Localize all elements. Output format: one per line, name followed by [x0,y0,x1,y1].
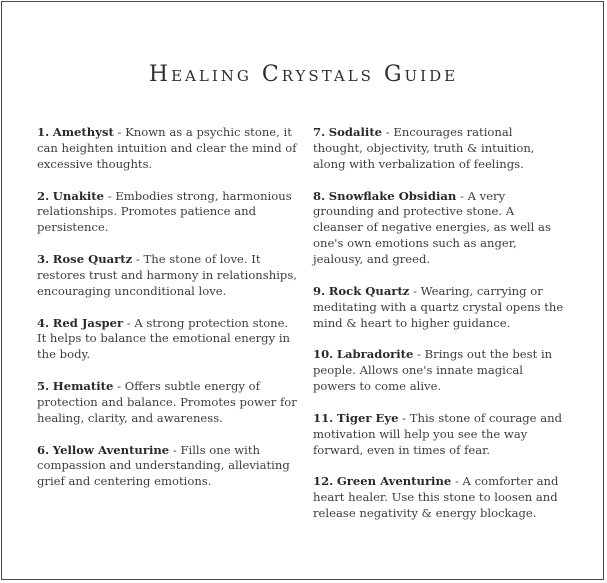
entry-number: 3. [37,252,50,267]
crystal-name: Unakite [52,188,105,203]
crystal-entry [313,411,565,459]
crystal-entry [313,189,565,269]
left-column [37,125,297,506]
entry-number: 4. [37,315,50,330]
crystal-entry [313,474,565,522]
entry-number: 5. [37,379,50,394]
entry-number: 8. [313,188,326,203]
crystal-name: Red Jasper [52,315,124,330]
entry-number: 9. [313,283,326,298]
crystal-description: - A very grounding and protective stone. A cleanser of negative energies, as well as one's own emotions such as anger, jealousy, and greed. [313,188,551,267]
crystal-description: - Known as a psychic stone, it can heighten intuition and clear the mind of excessive thoughts. [37,125,297,171]
crystal-name: Yellow Aventurine [52,442,170,457]
crystal-name: Rock Quartz [328,283,410,298]
crystal-description: - Fills one with compassion and understanding, alleviating grief and centering emotions. [37,442,290,489]
crystal-entry [37,189,297,237]
crystal-entry [37,443,297,491]
crystal-name: Tiger Eye [336,410,399,425]
crystal-description: - Offers subtle energy of protection and balance. Promotes power for healing, clarity, and awareness. [37,379,297,425]
entry-number: 1. [37,125,50,139]
crystal-entry [313,284,565,332]
crystal-name: Rose Quartz [52,252,133,267]
crystal-entry [37,252,297,300]
crystal-entry [37,379,297,427]
entry-number: 11. [313,410,334,425]
crystal-description: - A strong protection stone. It helps to balance the emotional energy in the body. [37,315,290,362]
crystal-description: - Embodies strong, harmonious relationships. Promotes patience and persistence. [37,188,292,235]
crystal-name: Amethyst [52,125,114,139]
crystal-description: - Encourages rational thought, objectivity, truth & intuition, along with verbalization of feelings. [313,125,535,171]
crystal-description: - This stone of courage and motivation will help you see the way forward, even in times of fear. [313,410,563,457]
crystal-description: - Wearing, carrying or meditating with a quartz crystal opens the mind & heart to higher guidance. [313,283,564,330]
page-title: Healing Crystals Guide [148,62,459,87]
entry-number: 7. [313,125,326,139]
crystal-description: - The stone of love. It restores trust and harmony in relationships, encouraging unconditional love. [37,252,297,298]
crystal-entry [37,316,297,364]
entry-number: 6. [37,442,50,457]
right-column [313,125,565,538]
crystal-name: Snowflake Obsidian [328,188,457,203]
crystal-entry [313,125,565,173]
entry-number: 12. [313,474,334,489]
crystal-name: Hematite [52,379,114,394]
crystal-entry [313,347,565,395]
crystal-description: - A comforter and heart healer. Use this stone to loosen and release negativity & energy blockage. [313,474,559,521]
entry-number: 10. [313,347,334,362]
crystal-description: - Brings out the best in people. Allows one's innate magical powers to come alive. [313,347,553,394]
crystal-entry [37,125,297,173]
crystal-name: Labradorite [336,347,414,362]
entry-number: 2. [37,188,50,203]
crystal-name: Green Aventurine [336,474,452,489]
crystal-name: Sodalite [328,125,383,139]
